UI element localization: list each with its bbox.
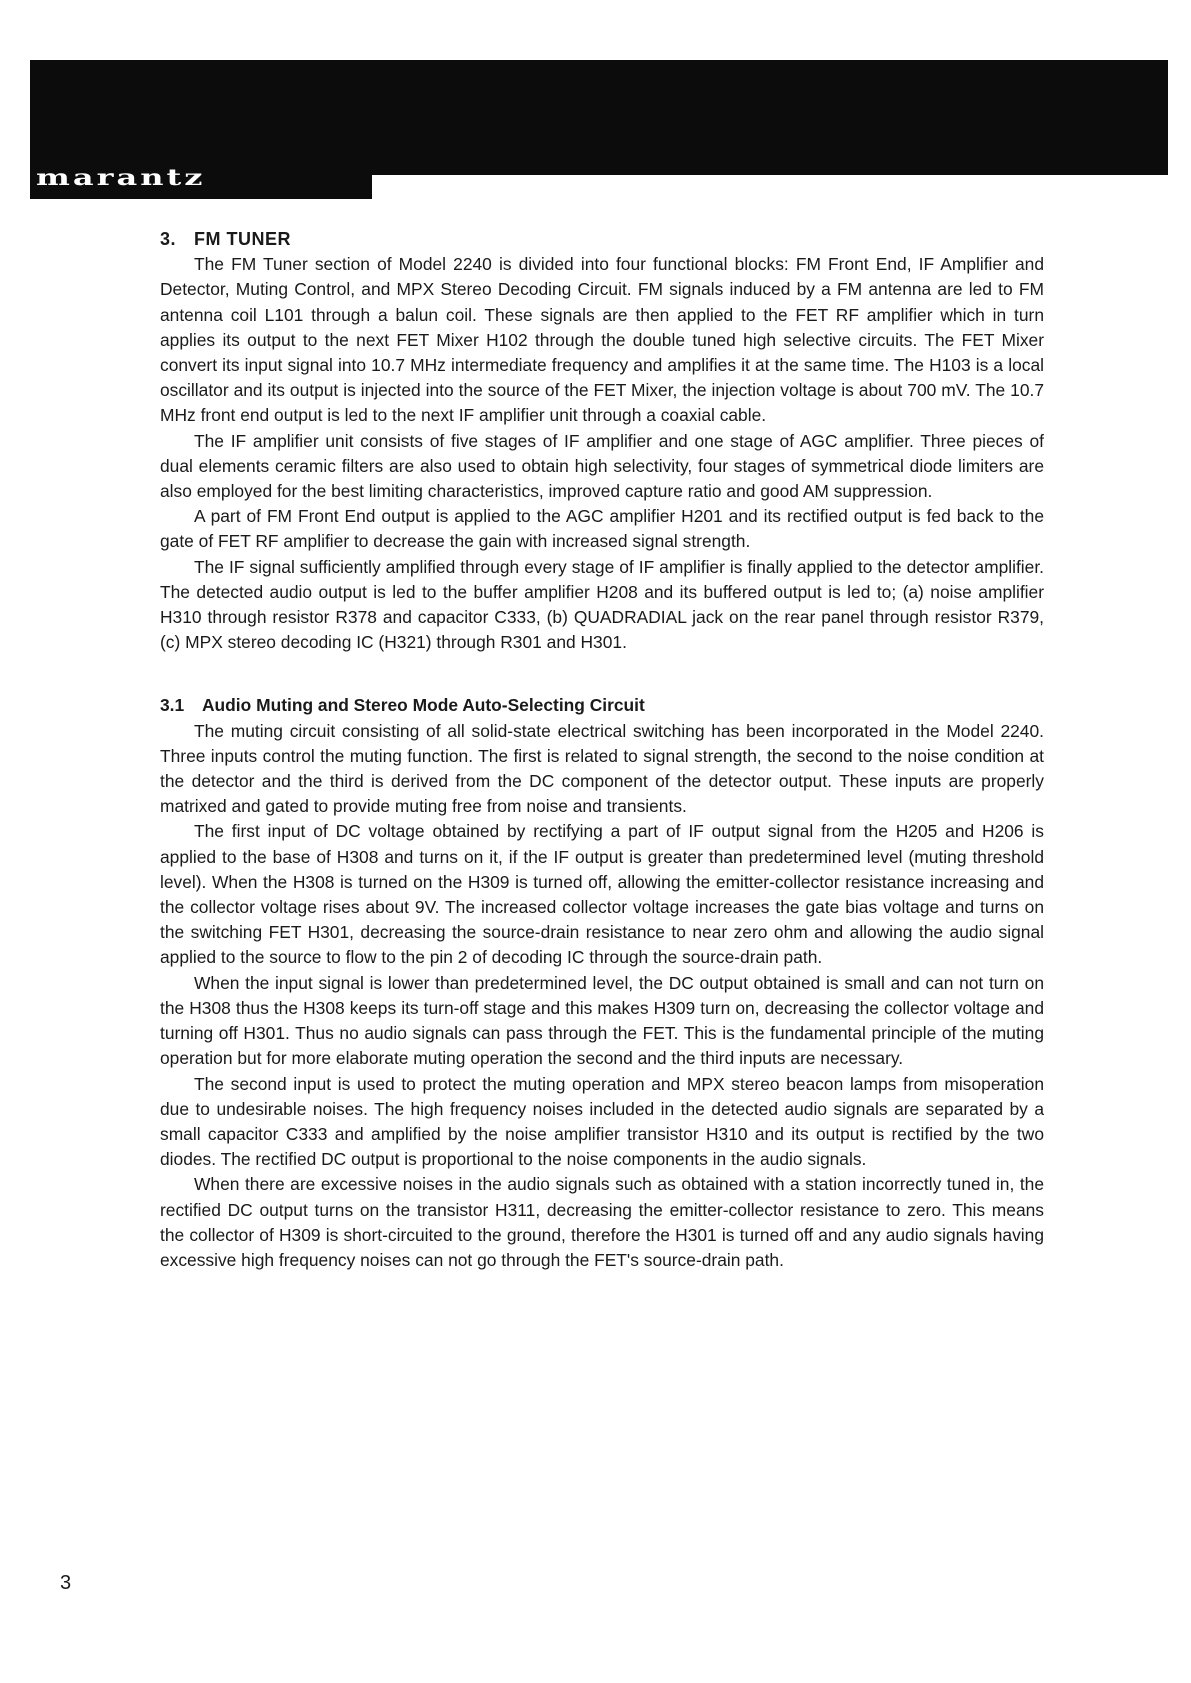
subsection-paragraph-4: The second input is used to protect the muting operation and MPX stereo beacon lamps from misoperation due to undesirable noises. The high frequency noises included in the detected audio signals are separated by a small capacitor C333 and amplified by the noise amplifier transistor H310 and its output is rectified by the two diodes. The rectified DC output is proportional to the noise components in the audio signals. [160, 1073, 1044, 1170]
section-paragraph-3: A part of FM Front End output is applied to the AGC amplifier H201 and its rectified output is fed back to the gate of FET RF amplifier to decrease the gain with increased signal strength. [160, 506, 1044, 552]
section-title: FM TUNER [194, 229, 291, 249]
subsection-number: 3.1 [160, 695, 185, 716]
section-paragraph-2: The IF amplifier unit consists of five stages of IF amplifier and one stage of AGC amplifier. Three pieces of dual elements ceramic filters are also used to obtain high selectivity, four stages of symmetrical diode limiters are also employed for the best limiting characteristics, improved capture ratio and good AM suppression. [160, 430, 1044, 502]
section-paragraph-4: The IF signal sufficiently amplified through every stage of IF amplifier is finally applied to the detector amplifier. The detected audio output is led to the buffer amplifier H208 and its buffered output is led to; (a) noise amplifier H310 through resistor R378 and capacitor C333, (b) QUADRADIAL jack on the rear panel through resistor R379, (c) MPX stereo decoding IC (H321) through R301 and H301. [160, 556, 1044, 653]
section-heading [160, 227, 1044, 252]
page-content [160, 227, 1044, 1273]
subsection-heading [160, 693, 1044, 718]
header-banner [30, 60, 1168, 175]
brand-logo: marantz [36, 163, 206, 191]
section-paragraph-1: The FM Tuner section of Model 2240 is divided into four functional blocks: FM Front End, IF Amplifier and Detector, Muting Control, and MPX Stereo Decoding Circuit. FM signals induced by a FM antenna are led to FM antenna coil L101 through a balun coil. These signals are then applied to the FET RF amplifier which in turn applies its output to the next FET Mixer H102 through the double tuned high selective circuits. The FET Mixer convert its input signal into 10.7 MHz intermediate frequency and amplifies it at the same time. The H103 is a local oscillator and its output is injected into the source of the FET Mixer, the injection voltage is about 700 mV. The 10.7 MHz front end output is led to the next IF amplifier unit through a coaxial cable. [160, 254, 1044, 426]
section-number: 3. [160, 229, 177, 249]
subsection-paragraph-5: When there are excessive noises in the audio signals such as obtained with a station incorrectly tuned in, the rectified DC output turns on the transistor H311, decreasing the emitter-collector resistance to zero. This means the collector of H309 is short-circuited to the ground, therefore the H301 is turned off and any audio signals having excessive high frequency noises can not go through the FET's source-drain path. [160, 1174, 1044, 1270]
page-number: 3 [60, 1572, 72, 1594]
subsection-paragraph-2: The first input of DC voltage obtained by rectifying a part of IF output signal from the H205 and H206 is applied to the base of H308 and turns on it, if the IF output is greater than predetermined level (muting threshold level). When the H308 is turned on the H309 is turned off, allowing the emitter-collector resistance increasing and the collector voltage rises about 9V. The increased collector voltage increases the gate bias voltage and turns on the switching FET H301, decreasing the source-drain resistance to near zero ohm and allowing the audio signal applied to the source to flow to the pin 2 of decoding IC through the source-drain path. [160, 821, 1044, 968]
subsection-paragraph-1: The muting circuit consisting of all solid-state electrical switching has been incorporated in the Model 2240. Three inputs control the muting function. The first is related to signal strength, the second to the noise condition at the detector and the third is derived from the DC component of the detector output. These inputs are properly matrixed and gated to provide muting free from noise and transients. [160, 720, 1044, 817]
subsection-title: Audio Muting and Stereo Mode Auto-Selecting Circuit [202, 695, 645, 716]
subsection-paragraph-3: When the input signal is lower than predetermined level, the DC output obtained is small and can not turn on the H308 thus the H308 keeps its turn-off stage and this makes H309 turn on, decreasing the collector voltage and turning off H301. Thus no audio signals can pass through the FET. This is the fundamental principle of the muting operation but for more elaborate muting operation the second and the third inputs are necessary. [160, 972, 1044, 1069]
